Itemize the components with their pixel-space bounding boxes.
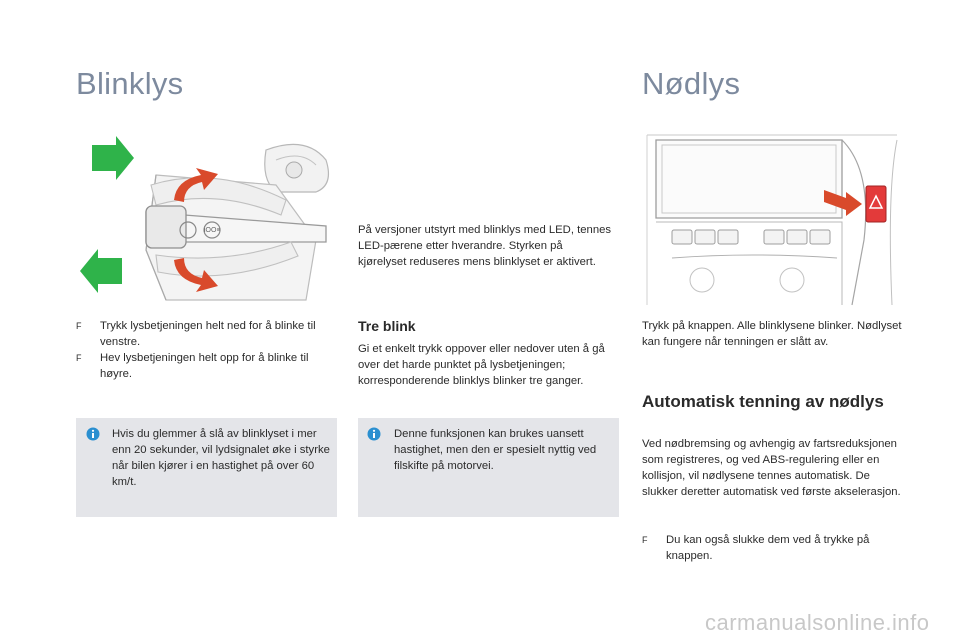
auto-hazard-heading: Automatisk tenning av nødlys xyxy=(642,392,884,411)
nodlys-text: Trykk på knappen. Alle blinklysene blinker. Nødlyset kan fungere når tenningen er slått av. xyxy=(642,320,902,348)
led-intro-text: På versjoner utstyrt med blinklys med LED, tennes LED-pærene etter hverandre. Styrken på kjørelyset reduseres mens blinklyset er aktivert. xyxy=(358,224,612,268)
svg-text:iOO≡: iOO≡ xyxy=(204,227,221,234)
info-icon xyxy=(367,427,381,441)
turn-signal-stalk-illustration xyxy=(76,130,338,310)
info-icon xyxy=(86,427,100,441)
page-title-blinklys: Blinklys xyxy=(76,66,184,101)
auto-hazard-list xyxy=(642,532,904,564)
tre-blink-text: Gi et enkelt trykk oppover eller nedover uten å gå over det harde punktet på lysbetjeningen; korresponderende blinklys blinker tre ganger. xyxy=(358,343,605,387)
list-item: F Du kan også slukke dem ved å trykke på knappen. xyxy=(642,534,870,562)
bullet-marker-icon: F xyxy=(642,535,648,545)
page-title-nodlys: Nødlys xyxy=(642,66,741,101)
info-note-middle: Denne funksjonen kan brukes uansett hastighet, men den er spesielt nyttig ved filskifte på motorvei. xyxy=(358,418,619,517)
list-item: F Trykk lysbetjeningen helt ned for å blinke til venstre. xyxy=(76,320,316,348)
list-item: F Hev lysbetjeningen helt opp for å blinke til høyre. xyxy=(76,352,309,380)
signal-instructions-list xyxy=(76,318,338,382)
bullet-marker-icon: F xyxy=(76,321,82,331)
hazard-button-illustration xyxy=(642,130,904,308)
info-note-left: Hvis du glemmer å slå av blinklyset i mer enn 20 sekunder, vil lydsignalet øke i styrke når bilen kjører i en hastighet på over 60 km/t. xyxy=(76,418,337,517)
tre-blink-heading: Tre blink xyxy=(358,318,416,334)
auto-hazard-text: Ved nødbremsing og avhengig av fartsreduksjonen som registreres, og ved ABS-regulering eller en kollisjon, vil nødlysene tennes automatisk. De slukker deretter automatisk ved første akselerasjon. xyxy=(642,438,901,498)
watermark: carmanualsonline.info xyxy=(705,610,930,635)
bullet-marker-icon: F xyxy=(76,353,82,363)
